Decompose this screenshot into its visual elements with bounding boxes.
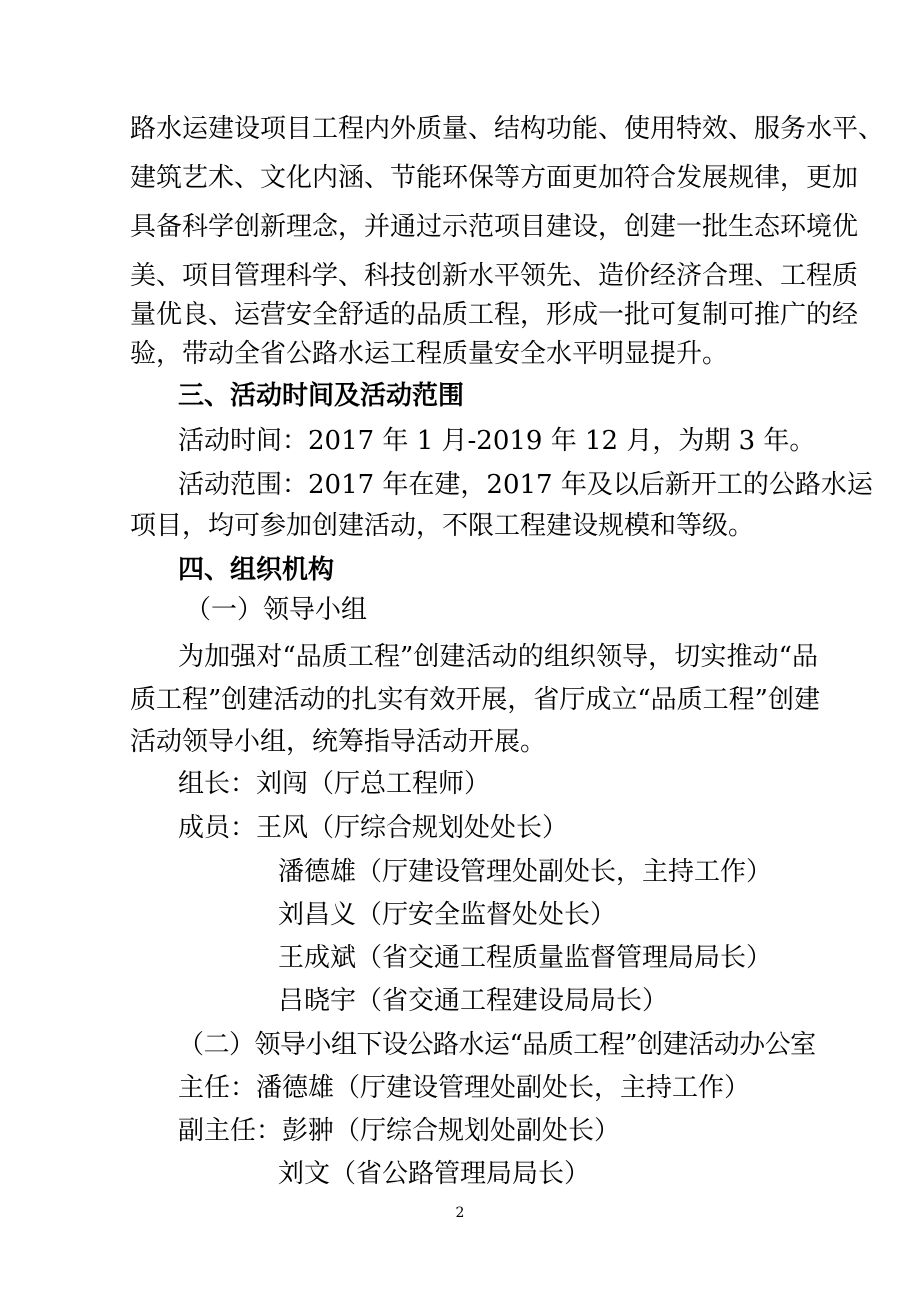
page-number: 2 (455, 1205, 465, 1221)
leadership-intro-line: 活动领导小组，统筹指导活动开展。 (130, 727, 547, 757)
activity-scope-line: 活动范围：2017 年在建，2017 年及以后新开工的公路水运 (178, 470, 873, 500)
paragraph-line: 量优良、运营安全舒适的品质工程，形成一批可复制可推广的经 (130, 300, 859, 330)
member-line: 吕晓宇（省交通工程建设局局长） (278, 986, 669, 1016)
member-line: 潘德雄（厅建设管理处副处长，主持工作） (278, 857, 773, 887)
leader-line: 组长：刘闯（厅总工程师） (178, 769, 491, 799)
office-deputy-line: 刘文（省公路管理局局长） (278, 1159, 591, 1189)
section-heading: 三、活动时间及活动范围 (178, 381, 465, 411)
activity-time: 活动时间：2017 年 1 月-2019 年 12 月，为期 3 年。 (178, 426, 816, 456)
leadership-intro-line: 质工程”创建活动的扎实有效开展，省厅成立“品质工程”创建 (130, 685, 820, 715)
paragraph-line: 验，带动全省公路水运工程质量安全水平明显提升。 (130, 339, 729, 369)
paragraph-line: 具备科学创新理念，并通过示范项目建设，创建一批生态环境优 (130, 212, 859, 242)
office-director-line: 主任：潘德雄（厅建设管理处副处长，主持工作） (178, 1073, 751, 1103)
subsection-heading: （一）领导小组 (185, 595, 368, 625)
activity-scope-line: 项目，均可参加创建活动，不限工程建设规模和等级。 (130, 511, 755, 541)
member-line: 王成斌（省交通工程质量监督管理局局长） (278, 943, 773, 973)
paragraph-line: 路水运建设项目工程内外质量、结构功能、使用特效、服务水平、 (130, 114, 885, 144)
member-line: 刘昌义（厅安全监督处处长） (278, 900, 617, 930)
leadership-intro-line: 为加强对“品质工程”创建活动的组织领导，切实推动“品 (178, 642, 818, 672)
member-line: 成员：王风（厅综合规划处处长） (178, 813, 569, 843)
section-heading: 四、组织机构 (178, 555, 335, 585)
paragraph-line: 建筑艺术、文化内涵、节能环保等方面更加符合发展规律，更加 (130, 163, 859, 193)
office-deputy-line: 副主任：彭翀（厅综合规划处副处长） (178, 1116, 621, 1146)
subsection-heading: （二）领导小组下设公路水运“品质工程”创建活动办公室 (178, 1030, 816, 1060)
paragraph-line: 美、项目管理科学、科技创新水平领先、造价经济合理、工程质 (130, 261, 859, 291)
